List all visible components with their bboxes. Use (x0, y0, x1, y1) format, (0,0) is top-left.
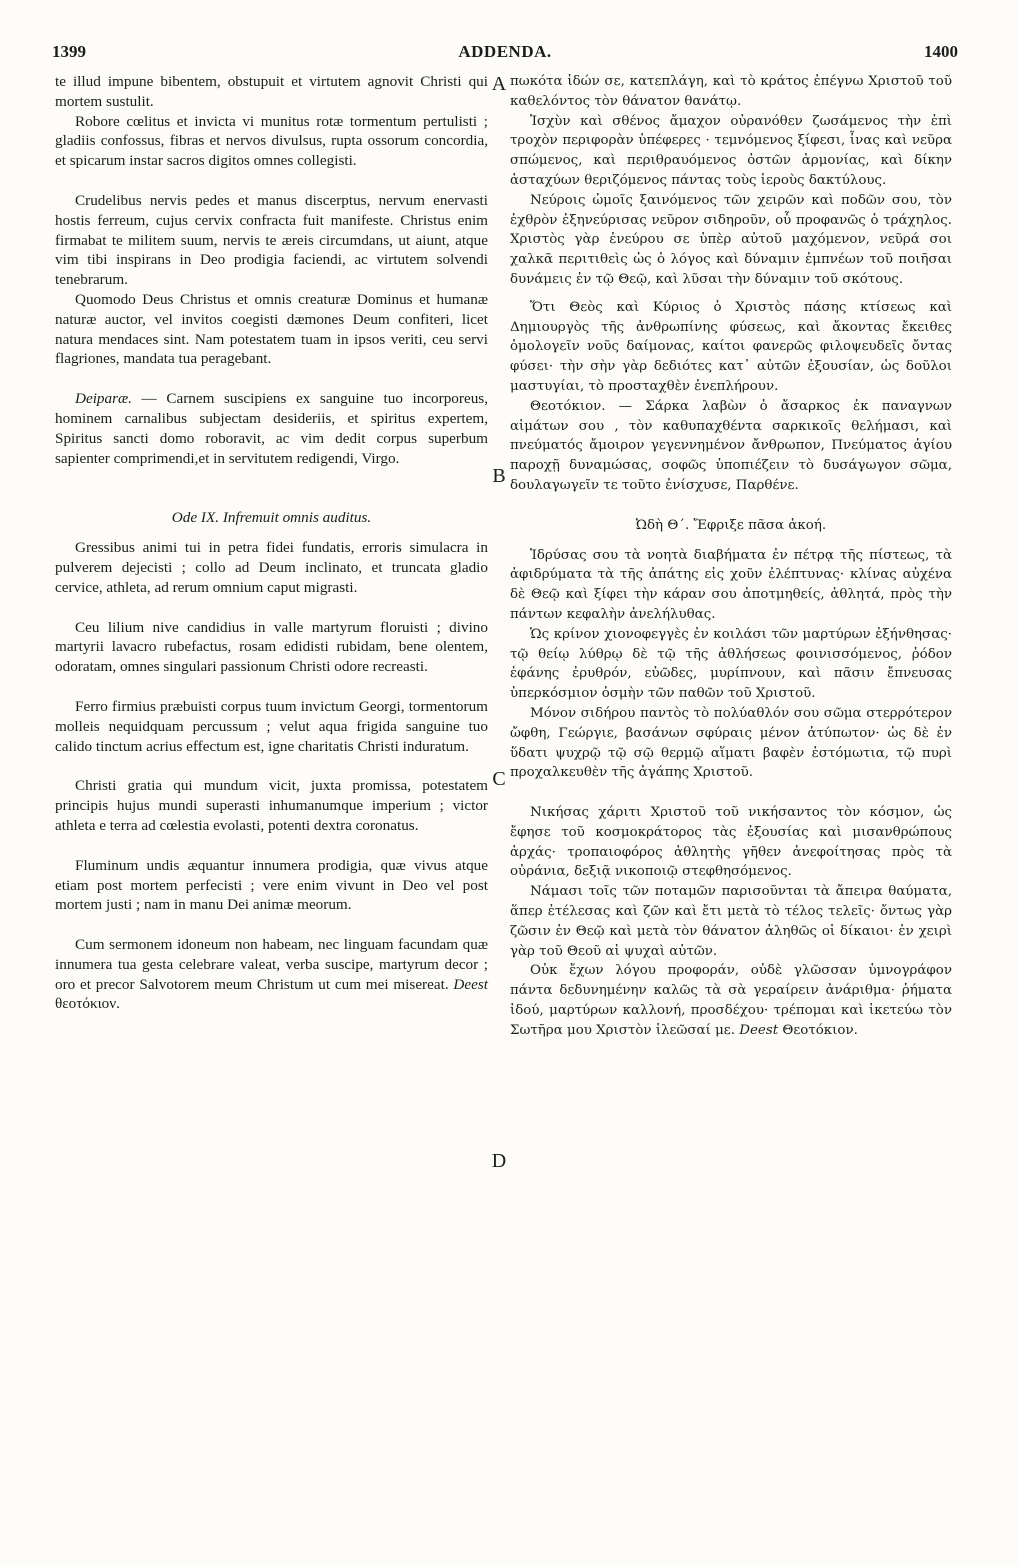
latin-paragraph: Gressibus animi tui in petra fidei fundatis, erroris simulacra in pulverem dejecisti ; collo ad Deum inclinato, et truncata gladio cervice, athleta, ad rerum omnium caput migrasti. (55, 539, 488, 596)
latin-paragraph: Robore cœlitus et invicta vi munitus rotæ tormentum pertulisti ; gladiis confossus, fibras et nervos divulsus, rupta ossorum concordia, et spicarum instar sacros digitos omnes collegisti. (55, 112, 488, 170)
greek-paragraph: Ἰσχὺν καὶ σθένος ἄμαχον οὐρανόθεν ζωσάμενος τὴν ἐπὶ τροχὸν περιφορὰν ὑπέφερες · τεμνόμενος ξίφεσι, ἶνας καὶ νεῦρα σπώμενος, καὶ περιθραυόμενος ὀστῶν ἁρμονίας, καὶ δίκην ἀσταχύων θεριζόμενος πάντας τοὺς ἱεροὺς δακτύλους. (510, 113, 952, 188)
running-title: ADDENDA. (458, 42, 552, 61)
latin-paragraph: te illud impune bibentem, obstupuit et virtutem agnovit Christi qui mortem sustulit. (55, 73, 488, 110)
latin-paragraph: Cum sermonem idoneum non habeam, nec linguam facundam quæ innumera tua gesta celebrare valeat, verba suscipe, martyrum decor ; oro et precor Salvotorem meum Christum ut cum mei misereat. Deest θεοτόκιον. (55, 936, 488, 1013)
margin-letter-c: C (492, 768, 506, 790)
latin-paragraph: Christi gratia qui mundum vicit, juxta promissa, potestatem principis hujus mundi superasti inhumanumque imperium ; victor athleta e terra ad cœlestia evolasti, potenti dextra coronatus. (55, 777, 488, 834)
latin-column (55, 72, 488, 1014)
greek-paragraph: Ἱδρύσας σου τὰ νοητὰ διαβήματα ἐν πέτρᾳ τῆς πίστεως, τὰ ἀφιδρύματα τὰ τῆς ἀπάτης εἰς χοῦν ἐλέπτυνας· κλίνας αὐχένα δὲ Θεῷ καὶ ξίφει τὴν κάραν σου ἀποτμηθείς, ἀθλητά, πρὸς τὴν πάντων κεφαλὴν ἀνελήλυθας. (510, 547, 952, 622)
latin-paragraph: Ceu lilium nive candidius in valle martyrum floruisti ; divino martyrii lavacro rubefactus, rosam edidisti rubidam, bene olentem, odoratam, omnes singulari passionum Christi odore recreasti. (55, 618, 488, 676)
greek-column (510, 72, 952, 1041)
margin-letter-d: D (491, 1150, 507, 1172)
greek-ode-heading: Ὠδὴ Θ΄. Ἔφριξε πᾶσα ἀκοή. (635, 517, 827, 533)
greek-paragraph: πωκότα ἰδών σε, κατεπλάγη, καὶ τὸ κράτος ἐπέγνω Χριστοῦ τοῦ καθελόντος τὸν θάνατον θανάτῳ. (510, 74, 952, 109)
page-number-left: 1399 (52, 42, 86, 61)
greek-paragraph: Μόνον σιδήρου παντὸς τὸ πολύαθλόν σου σῶμα στερρότερον ὤφθη, Γεώργιε, βασάνων σφύραις μένον ἀτύπωτον· ὡς δὲ ἐν ὕδατι ψυχρῷ τῷ σῷ θερμῷ αἵματι βαφὲν ἐστόμωτια, τῷ πυρὶ προχαλκευθὲν τῆς ἀγάπης Χριστοῦ. (510, 705, 952, 781)
latin-paragraph: Quomodo Deus Christus et omnis creaturæ Dominus et humanæ naturæ auctor, vel invitos coegisti dæmones Deum confiteri, licet natura mendaces sint. Nam potestatem tuam in ipsos veriti, ceu servi flagriones, mandata tua peragebant. (55, 290, 488, 368)
greek-paragraph: Ὅτι Θεὸς καὶ Κύριος ὁ Χριστὸς πάσης κτίσεως καὶ Δημιουργὸς τῆς ἀνθρωπίνης φύσεως, καὶ ἄκοντας ἔκειθες ὁμολογεῖν νοῦς δαίμονας, καίτοι φανερῶς φιλοψευδεῖς ὄντας φύσει· τὴν σὴν γὰρ δεδιότες κατ᾽ αὐτῶν ἐξουσίαν, ὡς δοῦλοι μαστυγίαι, τὸ προσταχθὲν ἐνεπλήρουν. (510, 299, 952, 394)
latin-paragraph: Crudelibus nervis pedes et manus discerptus, nervum enervasti hostis ferreum, cujus cervix confracta fuit manifeste. Christus enim firmabat te militem suum, nervis te æreis circumdans, ut aiunt, atque vim tibi inspirans in Deo prodigia faciendi, ac virtutem solvendi tenebrarum. (55, 191, 488, 289)
greek-paragraph: Ὡς κρίνον χιονοφεγγὲς ἐν κοιλάσι τῶν μαρτύρων ἐξήνθησας· τῷ θείῳ λύθρῳ δὲ τῷ τῆς ἀθλήσεως φοινισσόμενος, ῥόδον ἐφάνης ἐρυθρόν, εὐῶδες, μυρίπνουν, καὶ πᾶσιν ἔπνευσας ὑπερκόσμιον ὀσμὴν τῶν παθῶν τοῦ Χριστοῦ. (510, 626, 952, 702)
latin-paragraph: Ferro firmius præbuisti corpus tuum invictum Georgi, tormentorum molleis nequidquam percussum ; velut aqua frigida sanguine tuo calido tinctum acrius effectum est, igne charitatis Christi induratum. (55, 697, 488, 755)
deiparae-label: Deiparæ. (75, 390, 132, 408)
latin-ode-heading: Ode IX. Infremuit omnis auditus. (171, 509, 372, 527)
greek-paragraph: Νικήσας χάριτι Χριστοῦ τοῦ νικήσαντος τὸν κόσμον, ὡς ἔφησε τοῦ κοσμοκράτορος τὰς ἐξουσίας καὶ μισανθρώπους ἀρχάς· τροπαιοφόρος ἀθλητὴς γῆθεν ἀνεφοίτησας πρὸς τὰ οὐράνια, δεξιᾷ νικοποιῷ στεφθησόμενος. (510, 805, 952, 880)
margin-letter-a: A (491, 73, 507, 95)
page-header (52, 42, 958, 66)
page-number-right: 1400 (924, 42, 958, 61)
greek-paragraph: Οὐκ ἔχων λόγου προφοράν, οὐδὲ γλῶσσαν ὑμνογράφον πάντα δεδυνημένην καλῶς τὰ σὰ γεραίρειν ἀνάριθμα· ῥήματα ἰδού, μαρτύρων καλλονή, προσδέχου· τρέπομαι καὶ ἱκετεύω τὸν Σωτῆρα μου Χριστὸν ἱλεῶσαί με. Deest Θεοτόκιον. (510, 963, 952, 1038)
greek-paragraph: Θεοτόκιον. — Σάρκα λαβὼν ὁ ἄσαρκος ἐκ παναγνων αἱμάτων σου , τὸν καθυπαχθέντα σαρκικοῖς θελήμασι, καὶ πνεύματός ἄμοιρον γεγεννημένον ἄνθρωπον, Πνεύματος ἁγίου παροχῇ δυναμώσας, σοφῶς ὑποπιέζειν τὸ δυσάγωγον σῶμα, δουλαγωγεῖν τε τοῦτο ἐνίσχυσε, Παρθένε. (510, 398, 952, 493)
greek-paragraph: Νάμασι τοῖς τῶν ποταμῶν παρισοῦνται τὰ ἄπειρα θαύματα, ἅπερ ἐτέλεσας καὶ ζῶν καὶ ἔτι μετὰ τὸ τέλος τελεῖς· ὄντως γὰρ ζῶσιν ἐν Θεῷ καὶ μετὰ τὸν θάνατον ἀληθῶς οἱ δίκαιοι· ἐν χειρὶ γὰρ τοῦ Θεοῦ αἱ ψυχαὶ αὐτῶν. (510, 884, 952, 959)
margin-letter-b: B (492, 465, 506, 487)
greek-paragraph: Νεύροις ὠμοῖς ξαινόμενος τῶν χειρῶν καὶ ποδῶν σου, τὸν ἐχθρὸν ἐξηνεύρισας νεῦρον σιδηροῦν, οὗ προφανῶς ὁ τράχηλος. Χριστὸς γὰρ ἐνεύρου σε ὑπὲρ αὐτοῦ μαχόμενον, νεῦρά σοι χαλκᾶ περιτιθεὶς ὡς ὁ λόγος καὶ δύναμιν ἐμπνέων τοῦ ποιῆσαι δυνάμεις ἐν τῷ Θεῷ, καὶ λῦσαι τὴν δύναμιν τοῦ σκότους. (510, 192, 952, 287)
latin-paragraph: Fluminum undis æquantur innumera prodigia, quæ vivus atque etiam post mortem perfecisti ; vere enim vivunt in Deo vel post mortem justi ; nam in manu Dei animæ meorum. (55, 856, 488, 914)
latin-paragraph: Deiparæ. — Carnem suscipiens ex sanguine tuo incorporeus, hominem carnalibus subjectam desideriis, et spiritus expertem, Spiritus sancti domo roboravit, ac vim dedit corpus superbum sapienter comprimendi,et in servitutem redigendi, Virgo. (55, 390, 488, 467)
